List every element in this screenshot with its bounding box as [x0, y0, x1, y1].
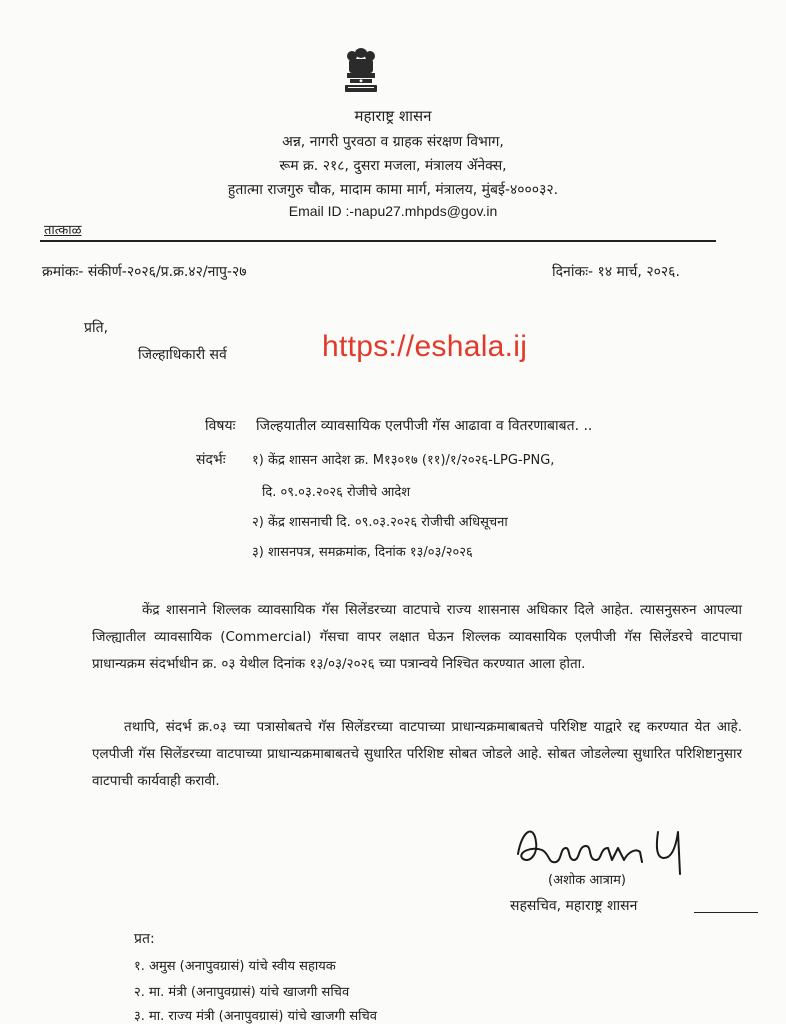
ashoka-emblem-icon — [341, 44, 381, 96]
letter-date: दिनांकः- १४ मार्च, २०२६. — [552, 264, 680, 280]
to-prefix: प्रति, — [84, 320, 109, 336]
body-paragraph-1: केंद्र शासनाने शिल्लक व्यावसायिक गॅस सिलेंडरच्या वाटपाचे राज्य शासनास अधिकार दिले आहेत. त्यासनुसरुन आपल्या जिल्ह्यातील व्यावसायिक (Commercial) गॅसचा वापर लक्षात घेऊन शिल्लक व्यावसायिक एलपीजी गॅस सिलेंडरचे वाटपाचा प्राधान्यक्रम संदर्भाधीन क्र. ०३ येथील दिनांक १३/०३/२०२६ च्या पत्रान्वये निश्चित करण्यात आला होता. — [92, 602, 742, 672]
subject-label: विषयः — [205, 418, 236, 434]
addressee: जिल्हाधिकारी सर्व — [138, 347, 227, 363]
header-divider — [40, 240, 716, 242]
department-name: अन्न, नागरी पुरवठा व ग्राहक संरक्षण विभाग, — [282, 134, 504, 150]
copy-to-item: १. अमुस (अनापुवग्रासं) यांचे स्वीय सहायक — [134, 959, 336, 974]
signatory-name: (अशोक आत्राम) — [548, 873, 627, 888]
watermark-url: https://eshala.ij — [322, 330, 528, 363]
designation-underline — [694, 912, 758, 913]
address-line-2: हुतात्मा राजगुरु चौक, मादाम कामा मार्ग, मंत्रालय, मुंबई-४०००३२. — [227, 182, 559, 198]
subject-text: जिल्हयातील व्यावसायिक एलपीजी गॅस आढावा व वितरणाबाबत. .. — [256, 418, 593, 434]
copy-to-item: ३. मा. राज्य मंत्री (अनापुवग्रासं) यांचे खाजगी सचिव — [134, 1009, 377, 1024]
reference-number: क्रमांकः- संकीर्ण-२०२६/प्र.क्र.४२/नापु-२७ — [42, 264, 247, 280]
copy-to-item: २. मा. मंत्री (अनापुवग्रासं) यांचे खाजगी सचिव — [134, 985, 350, 1000]
government-title: महाराष्ट्र शासन — [354, 107, 432, 125]
reference-3: ३) शासनपत्र, समक्रमांक, दिनांक १३/०३/२०२६ — [252, 545, 473, 560]
email-id: Email ID :-napu27.mhpds@gov.in — [288, 203, 498, 219]
reference-2: २) केंद्र शासनाची दि. ०९.०३.२०२६ रोजीची अधिसूचना — [252, 515, 508, 530]
address-line-1: रूम क्र. २१८, दुसरा मजला, मंत्रालय ॲनेक्स, — [279, 158, 507, 174]
reference-1-line-2: दि. ०९.०३.२०२६ रोजीचे आदेश — [262, 485, 411, 500]
urgency-label: तात्काळ — [44, 223, 82, 238]
reference-1-line-1: १) केंद्र शासन आदेश क्र. M१३०१७ (११)/१/२०२६-LPG-PNG, — [252, 453, 555, 468]
references-label: संदर्भः — [196, 452, 226, 468]
copy-to-label: प्रत: — [134, 931, 155, 947]
body-paragraph-2: तथापि, संदर्भ क्र.०३ च्या पत्रासोबतचे गॅस सिलेंडरच्या वाटपाच्या प्राधान्यक्रमाबाबतचे परिशिष्ट याद्वारे रद्द करण्यात येत आहे. एलपीजी गॅस सिलेंडरच्या वाटपाच्या प्राधान्यक्रमाबाबतचे सुधारित परिशिष्ट सोबत जोडले आहे. सोबत जोडलेल्या सुधारित परिशिष्टानुसार वाटपाची कार्यवाही करावी. — [92, 719, 742, 789]
signatory-designation: सहसचिव, महाराष्ट्र शासन — [510, 898, 638, 914]
